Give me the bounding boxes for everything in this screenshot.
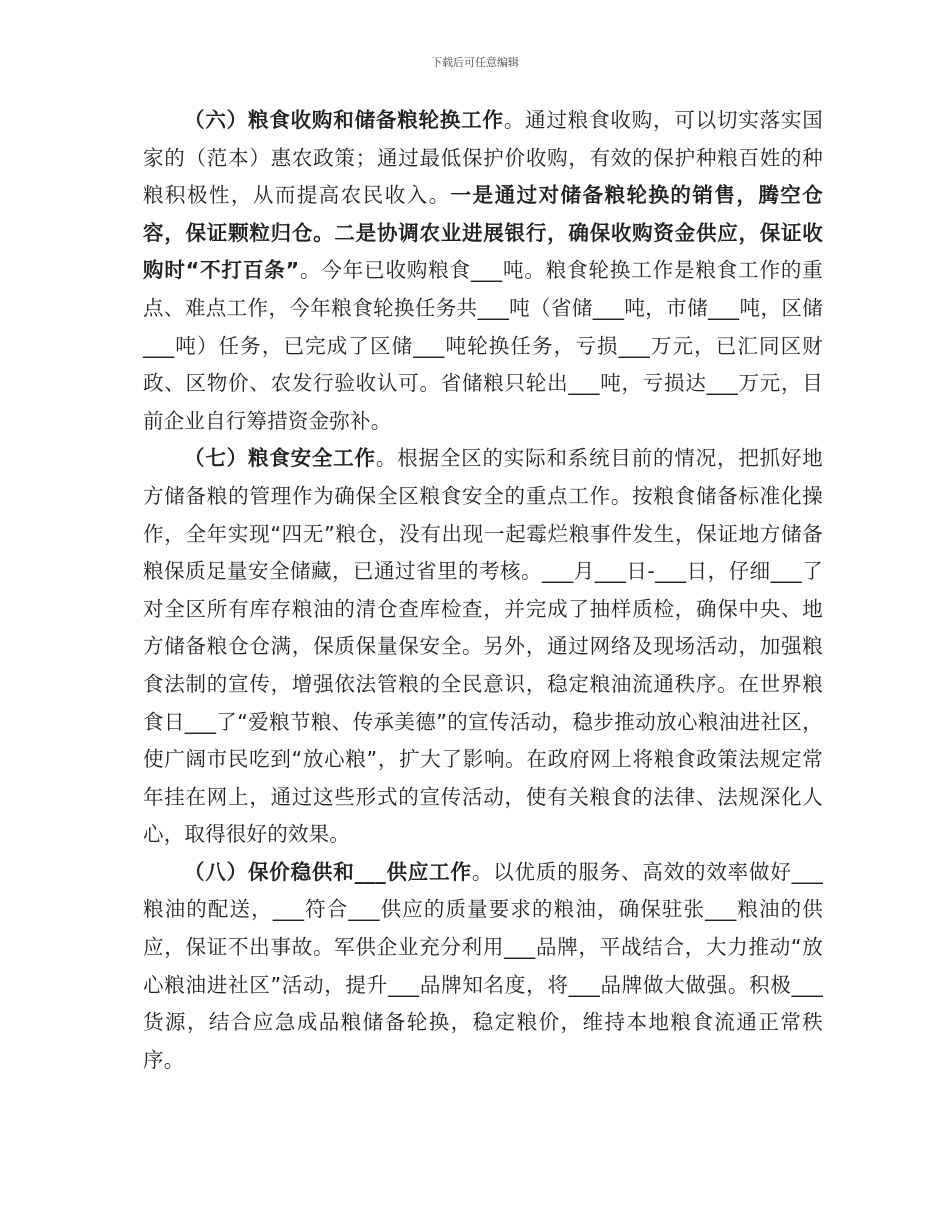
page-header-note: 下载后可任意编辑 <box>431 56 519 69</box>
section-6-heading: （六）粮食收购和储备粮轮换工作 <box>184 108 504 132</box>
paragraph-section-8 <box>143 854 823 1080</box>
section-7-text: 。根据全区的实际和系统目前的情况，把抓好地方储备粮的管理作为确保全区粮食安全的重点工作。按粮食储备标准化操作，全年实现“四无”粮仓，没有出现一起霉烂粮事件发生，保证地方储备粮保质足量安全储藏，已通过省里的考核。___月___日-___日，仔细___了对全区所有库存粮油的清仓查库检查，并完成了抽样质检，确保中央、地方储备粮仓仓满，保质保量保安全。另外，通过网络及现场活动，加强粮食法制的宣传，增强依法管粮的全民意识，稳定粮油流通秩序。在世界粮食日___了“爱粮节粮、传承美德”的宣传活动，稳步推动放心粮油进社区，使广阔市民吃到“放心粮”，扩大了影响。在政府网上将粮食政策法规定常年挂在网上，通过这些形式的宣传活动，使有关粮食的法律、法规深化人心，取得很好的效果。 <box>143 446 823 847</box>
section-8-heading: （八）保价稳供和___供应工作 <box>184 859 472 884</box>
section-6-text-1: 。通过粮食收购，可以切实落实国家的（范本）惠农政策；通过最低保护价收购，有效的保护种粮百姓的种粮积极性，从而提高农民收入。 <box>143 108 824 208</box>
section-6-bold-points: 一是通过对储备粮轮换的销售，腾空仓容，保证颗粒归仓。二是协调农业进展银行，确保收购资金供应，保证收购时“不打百条” <box>143 183 823 283</box>
paragraph-section-7 <box>143 440 823 854</box>
paragraph-section-6 <box>143 102 823 440</box>
section-6-text-2: 。今年已收购粮食___吨。粮食轮换工作是粮食工作的重点、难点工作，今年粮食轮换任务共___吨（省储___吨，市储___吨，区储___吨）任务，已完成了区储___吨轮换任务，亏损___万元，已汇同区财政、区物价、农发行验收认可。省储粮只轮出___吨，亏损达___万元，目前企业自行筹措资金弥补。 <box>143 258 824 433</box>
section-7-heading: （七）粮食安全工作 <box>184 446 376 471</box>
document-body <box>143 102 823 1079</box>
section-8-text: 。以优质的服务、高效的效率做好___粮油的配送，___符合___供应的质量要求的粮油，确保驻张___粮油的供应，保证不出事故。军供企业充分利用___品牌，平战结合，大力推动“放心粮油进社区”活动，提升___品牌知名度，将___品牌做大做强。积极___货源，结合应急成品粮储备轮换，稳定粮价，维持本地粮食流通正常秩序。 <box>143 859 823 1072</box>
